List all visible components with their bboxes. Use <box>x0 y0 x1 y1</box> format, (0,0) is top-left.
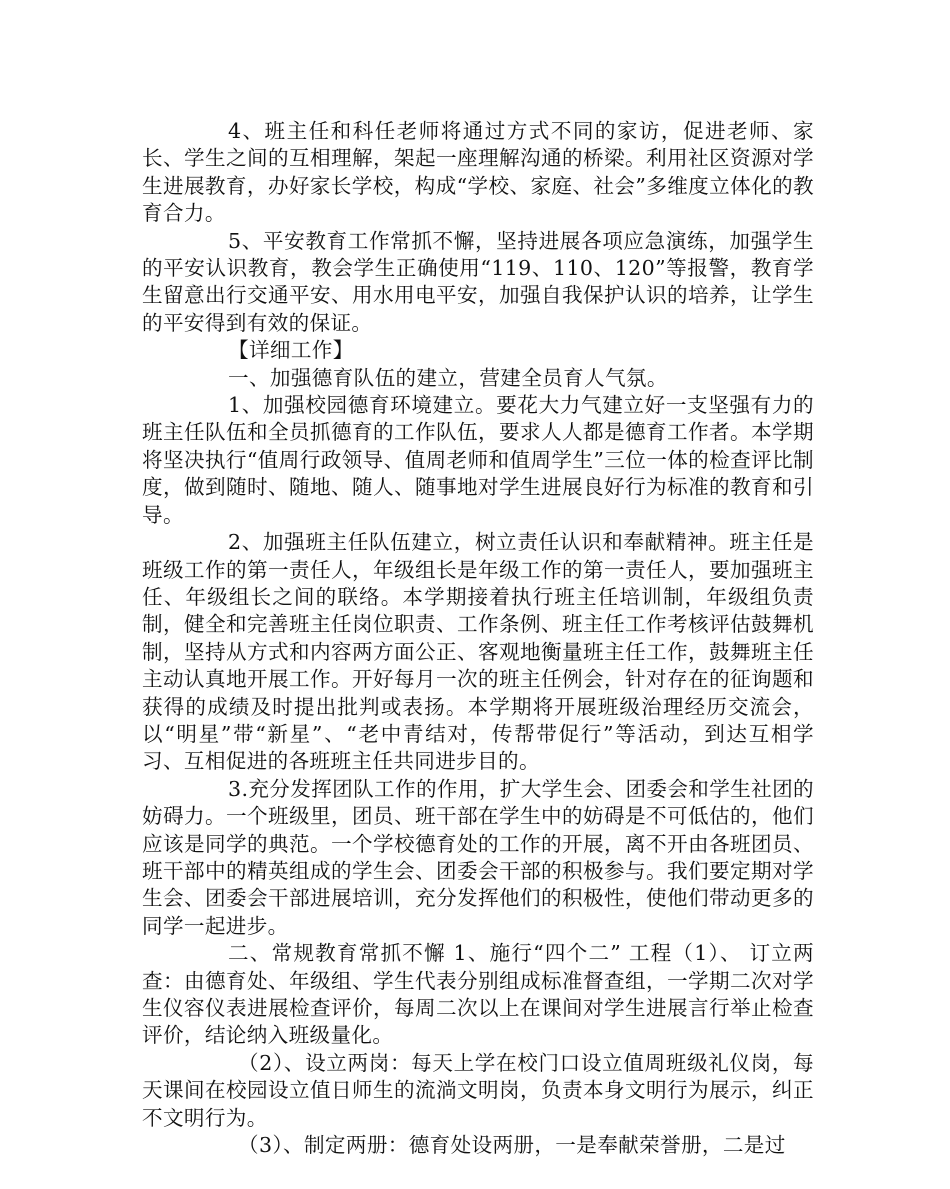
paragraph-head-teacher-team: 2、加强班主任队伍建立，树立责任认识和奉献精神。班主任是班级工作的第一责任人，年级组长是年级工作的第一责任人，要加强班主任、年级组长之间的联络。本学期接着执行班主任培训制，年级组负责制，健全和完善班主任岗位职责、工作条例、班主任工作考核评估鼓舞机制，坚持从方式和内容两方面公正、客观地衡量班主任工作，鼓舞班主任主动认真地开展工作。开好每月一次的班主任例会，针对存在的征询题和获得的成绩及时提出批判或表扬。本学期将开展班级治理经历交流会，以“明星”带“新星”、“老中青结对，传帮带促行”等活动，到达互相学习、互相促进的各班班主任共同进步目的。 <box>142 530 814 774</box>
section-heading-detailed-work: 【详细工作】 <box>228 338 354 363</box>
paragraph-league-work: 3.充分发挥团队工作的作用，扩大学生会、团委会和学生社团的妨碍力。一个班级里，团员、班干部在学生中的妨碍是不可低估的，他们应该是同学的典范。一个学校德育处的工作的开展，离不开由各班团员、班干部中的精英组成的学生会、团委会干部的积极参与。我们要定期对学生会、团委会干部进展培训，充分发挥他们的积极性，使他们带动更多的同学一起进步。 <box>142 776 814 938</box>
paragraph-safety-education: 5、平安教育工作常抓不懈，坚持进展各项应急演练，加强学生的平安认识教育，教会学生正确使用“119、110、120”等报警，教育学生留意出行交通平安、用水用电平安，加强自我保护认识的培养，让学生的平安得到有效的保证。 <box>142 228 814 335</box>
paragraph-campus-environment: 1、加强校园德育环境建立。要花大力气建立好一支坚强有力的班主任队伍和全员抓德育的工作队伍，要求人人都是德育工作者。本学期将坚决执行“值周行政领导、值周老师和值周学生”三位一体的检查评比制度，做到随时、随地、随人、随事地对学生进展良好行为标准的教育和引导。 <box>142 393 814 527</box>
paragraph-two-posts: （2）、设立两岗：每天上学在校门口设立值周班级礼仪岗，每天课间在校园设立值日师生的流淌文明岗，负责本身文明行为展示，纠正不文明行为。 <box>142 1050 814 1130</box>
paragraph-two-books: （3）、制定两册：德育处设两册，一是奉献荣誉册，二是过 <box>238 1133 786 1158</box>
paragraph-routine-education: 二、常规教育常抓不懈 1、施行“四个二” 工程（1）、 订立两查：由德育处、年级组、学生代表分别组成标准督查组，一学期二次对学生仪容仪表进展检查评价，每周二次以上在课间对学生进展言行举止检查评价，结论纳入班级量化。 <box>142 941 814 1048</box>
paragraph-home-visits: 4、班主任和科任老师将通过方式不同的家访，促进老师、家长、学生之间的互相理解，架起一座理解沟通的桥梁。利用社区资源对学生进展教育，办好家长学校，构成“学校、家庭、社会”多维度立体化的教育合力。 <box>142 119 814 226</box>
document-body <box>142 118 814 1159</box>
section-heading-moral-team: 一、加强德育队伍的建立，营建全员育人气氛。 <box>228 365 668 390</box>
